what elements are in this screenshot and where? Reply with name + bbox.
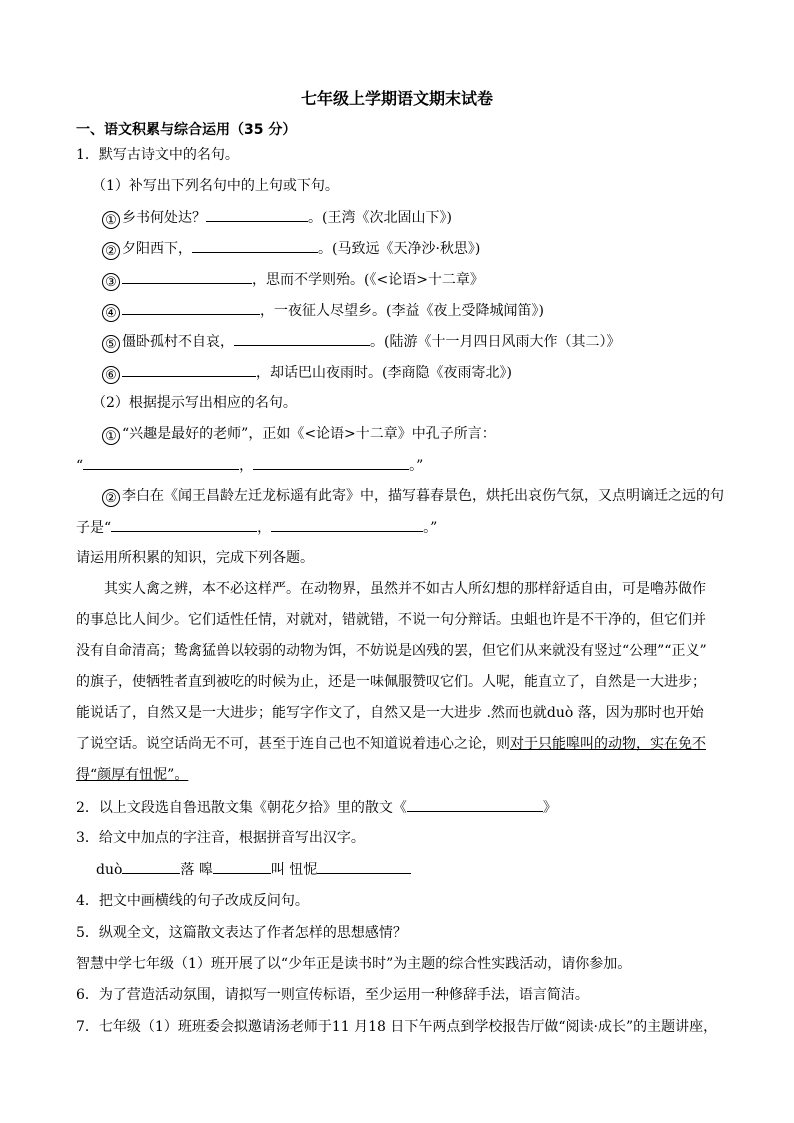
answer-blank[interactable] (111, 517, 257, 532)
sub-question-2-text: 李白在《闻王昌龄左迁龙标遥有此寄》中，描写暮春景色，烘托出哀伤气氛，又点明谪迁之远的句 (122, 488, 724, 504)
answer-blank[interactable] (253, 455, 409, 470)
item-suffix: 。(陆游《十一月四日风雨大作（其二）》 (370, 334, 621, 350)
item-suffix: ，思而不学则殆。(《<论语>十二章》 (252, 272, 484, 288)
fill-item-2 (102, 238, 746, 260)
passage-line: 的旗子，使牺牲者直到被吃的时候为止，还是一味佩服赞叹它们。人呢，能直立了，自然是一大进步； (76, 674, 706, 690)
section-heading: 一、语文积累与综合运用（35 分） (76, 122, 297, 138)
item-prefix: 僵卧孤村不自哀， (122, 334, 234, 350)
item-number: ① (102, 427, 120, 445)
passage-line (76, 734, 746, 754)
fill-item-6 (102, 362, 746, 384)
question-3: 3．给文中加点的字注音，根据拼音写出汉字。 (76, 830, 365, 846)
question-5: 5．纵观全文，这篇散文表达了作者怎样的思想感情？ (76, 925, 407, 941)
passage-line: 的事总比人间少。它们适性任情，对就对，错就错，不说一句分辩话。虫蛆也许是不干净的，但它们并 (76, 612, 706, 628)
item-number: ④ (102, 304, 120, 322)
item-prefix: 夕阳西下， (122, 241, 192, 257)
answer-blank[interactable] (122, 300, 260, 315)
question-1-part-2: （2）根据提示写出相应的名句。 (92, 395, 297, 411)
pinyin-label: duò (96, 862, 123, 878)
sub-question-1 (102, 424, 746, 445)
close-bracket: 》 (542, 800, 557, 816)
item-suffix: 。(王湾《次北固山下》) (308, 210, 452, 226)
answer-blank[interactable] (122, 362, 256, 377)
word-label: 落 嗥 (180, 862, 213, 878)
item-prefix: 乡书何处达？ (122, 210, 206, 226)
passage-line: 没有自命清高；鸷禽猛兽以较弱的动物为饵，不妨说是凶残的罢，但它们从来就没有竖过“公理”“正义” (76, 643, 707, 659)
sub-question-2 (102, 486, 746, 507)
item-number: ② (102, 242, 120, 260)
question-3-blanks (96, 859, 746, 880)
answer-blank[interactable] (271, 517, 423, 532)
answer-blank[interactable] (206, 207, 308, 222)
fill-item-1 (102, 207, 746, 229)
passage-text: 了说空话。说空话尚无不可，甚至于连自己也不知道说着违心之论，则 (76, 736, 510, 752)
sub-question-1-answer (76, 455, 746, 476)
underlined-sentence: 得“颜厚有忸怩”。 (76, 767, 189, 783)
answer-blank[interactable] (407, 797, 543, 812)
open-quote: “ (76, 458, 84, 474)
underlined-sentence: 对于只能嗥叫的动物，实在免不 (510, 736, 706, 752)
sub-question-2-answer (76, 517, 746, 538)
page-title: 七年级上学期语文期末试卷 (300, 89, 493, 108)
comma: ， (239, 458, 254, 474)
close-quote: 。” (423, 520, 438, 536)
sub-question-1-text: “兴趣是最好的老师”，正如《<论语>十二章》中孔子所言： (122, 426, 496, 442)
item-suffix: ，却话巴山夜雨时。(李商隐《夜雨寄北》) (256, 365, 512, 381)
item-suffix: ，一夜征人尽望乡。(李益《夜上受降城闻笛》) (260, 303, 544, 319)
question-2 (76, 797, 746, 818)
passage-line: 其实人禽之辨，本不必这样严。在动物界，虽然并不如古人所幻想的那样舒适自由，可是嚕苏做作 (104, 581, 706, 597)
comma: ， (257, 520, 272, 536)
question-4: 4．把文中画横线的句子改成反问句。 (76, 893, 309, 909)
item-number: ③ (102, 273, 120, 291)
word-label: 叫 忸怩 (270, 862, 318, 878)
question-6: 6．为了营造活动氛围，请拟写一则宣传标语，至少运用一种修辞手法，语言简洁。 (76, 987, 589, 1003)
question-1: 1．默写古诗文中的名句。 (76, 147, 239, 163)
item-number: ⑤ (102, 335, 120, 353)
close-quote: 。” (409, 458, 424, 474)
answer-blank[interactable] (234, 331, 370, 346)
item-number: ② (102, 489, 120, 507)
question-7: 7．七年级（1）班班委会拟邀请汤老师于11 月18 日下午两点到学校报告厅做“阅读·成长”的主题讲座， (76, 1019, 718, 1035)
answer-blank[interactable] (192, 238, 318, 253)
item-number: ① (102, 211, 120, 229)
activity-intro: 智慧中学七年级（1）班开展了以“少年正是读书时”为主题的综合性实践活动，请你参加。 (76, 956, 632, 972)
answer-blank[interactable] (122, 859, 180, 874)
answer-blank[interactable] (83, 455, 239, 470)
answer-blank[interactable] (213, 859, 271, 874)
passage-line (76, 765, 746, 785)
question-2-text: 2．以上文段选自鲁迅散文集《朝花夕拾》里的散文《 (76, 800, 407, 816)
question-1-part-1: （1）补写出下列名句中的上句或下句。 (92, 178, 339, 194)
item-number: ⑥ (102, 366, 120, 384)
passage-line: 能说话了，自然又是一大进步；能写字作文了，自然又是一大进步 .然而也就duò 落，因为那时也开始 (76, 705, 704, 721)
instruction: 请运用所积累的知识，完成下列各题。 (76, 550, 314, 566)
fill-item-5 (102, 331, 746, 353)
fill-item-4 (102, 300, 746, 322)
fill-item-3 (102, 269, 746, 291)
answer-blank[interactable] (122, 269, 252, 284)
answer-blank[interactable] (317, 859, 411, 874)
item-suffix: 。(马致远《天净沙·秋思》) (318, 241, 481, 257)
sub-question-2-text-cont: 子是“ (76, 520, 112, 536)
